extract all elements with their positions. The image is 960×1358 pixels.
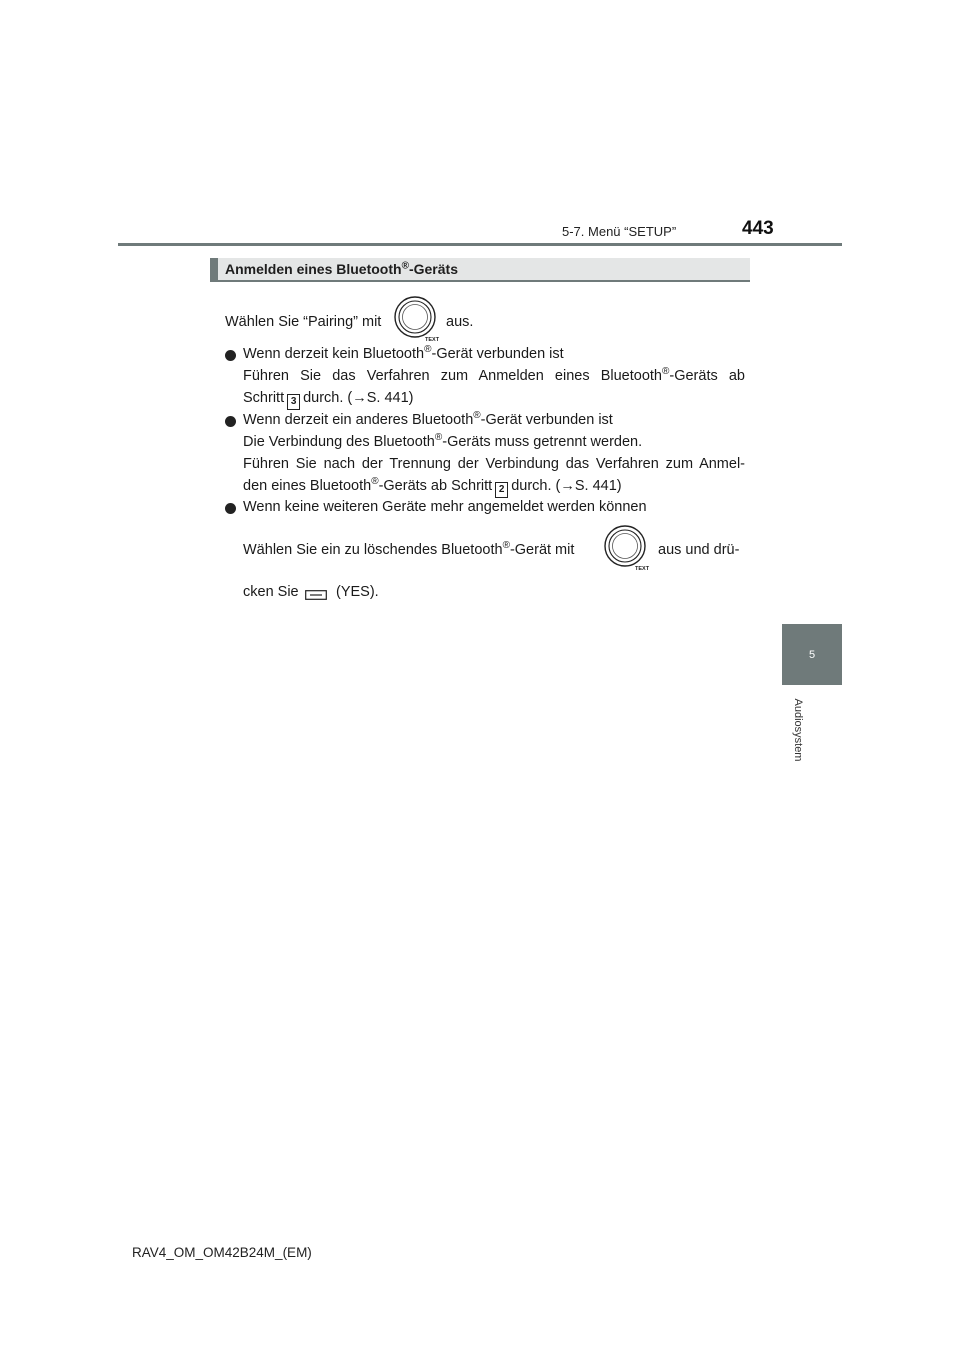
intro-text: Wählen Sie “Pairing” mit bbox=[225, 314, 382, 330]
bullet-1-line-1: Führen Sie das Verfahren zum Anmelden eines Bluetooth®-Geräts ab bbox=[243, 366, 745, 384]
step-number-badge: 3 bbox=[287, 394, 300, 410]
header-divider bbox=[118, 243, 842, 246]
chapter-tab bbox=[782, 624, 842, 685]
step-number-badge: 2 bbox=[495, 482, 508, 498]
bullet-2-line-1: Die Verbindung des Bluetooth®-Geräts muss getrennt werden. bbox=[243, 432, 643, 450]
running-header-section: 5-7. Menü “SETUP” bbox=[562, 224, 677, 239]
intro-text-end: aus. bbox=[446, 314, 474, 330]
page-number: 443 bbox=[742, 218, 774, 239]
tune-select-knob-icon bbox=[604, 525, 650, 571]
bullet-2-line-2: Führen Sie nach der Trennung der Verbindung das Verfahren zum Anmel- bbox=[243, 456, 745, 472]
bullet-2-heading: Wenn derzeit ein anderes Bluetooth®-Gerät verbunden ist bbox=[243, 410, 613, 428]
bullet-3-line-1: Wählen Sie ein zu löschendes Bluetooth®-Gerät mit bbox=[243, 540, 575, 558]
bullet-icon bbox=[225, 350, 236, 361]
yes-button-icon bbox=[305, 587, 327, 597]
tune-select-knob-icon bbox=[394, 296, 440, 342]
bullet-2-line-3: den eines Bluetooth®-Geräts ab Schritt 2 durch. (→S. 441) bbox=[243, 478, 622, 498]
bullet-3-heading: Wenn keine weiteren Geräte mehr angemeldet werden können bbox=[243, 499, 647, 515]
svg-text:TEXT: TEXT bbox=[635, 566, 650, 571]
bullet-icon bbox=[225, 503, 236, 514]
section-heading-bar bbox=[210, 258, 750, 282]
svg-text:TEXT: TEXT bbox=[425, 337, 440, 342]
bullet-1-line-2: Schritt 3 durch. (→S. 441) bbox=[243, 390, 414, 410]
document-code: RAV4_OM_OM42B24M_(EM) bbox=[132, 1245, 312, 1260]
bullet-icon bbox=[225, 416, 236, 427]
bullet-3-line-2: cken Sie bbox=[243, 584, 299, 600]
section-marker bbox=[210, 258, 218, 280]
chapter-number: 5 bbox=[808, 648, 816, 661]
bullet-3-line-2-end: (YES). bbox=[336, 584, 379, 600]
bullet-3-line-1-end: aus und drü- bbox=[658, 542, 740, 558]
section-title: Anmelden eines Bluetooth®-Geräts bbox=[225, 260, 458, 277]
chapter-label: Audiosystem bbox=[792, 698, 804, 762]
bullet-1-heading: Wenn derzeit kein Bluetooth®-Gerät verbunden ist bbox=[243, 344, 564, 362]
